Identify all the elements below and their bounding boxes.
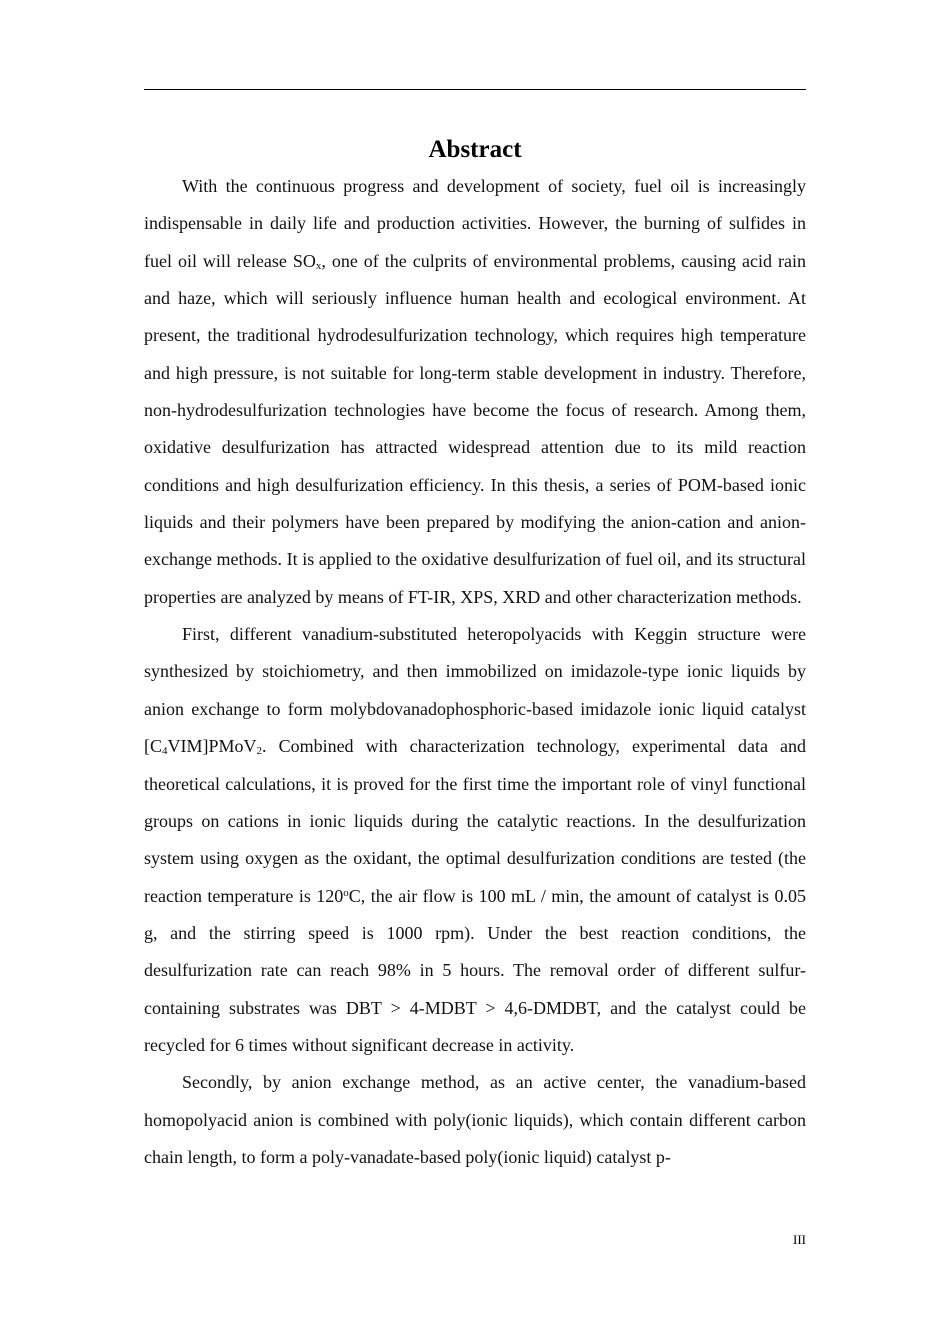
- p1-subscript: x: [315, 259, 322, 272]
- p2-text-a: First, different vanadium-substituted heteropolyacids with Keggin structure were synthesized by stoichiometry, and then immobilized on imidazole-type ionic liquids by anion exchange to form molybdovanadophosphoric-based imidazole ionic liquid catalyst [C: [144, 624, 806, 757]
- p1-text-b: , one of the culprits of environmental problems, causing acid rain and haze, which will seriously influence human health and ecological environment. At present, the traditional hydrodesulfurization technology, which requires high temperature and high pressure, is not suitable for long-term stable development in industry. Therefore, non-hydrodesulfurization technologies have become the focus of research. Among them, oxidative desulfurization has attracted widespread attention due to its mild reaction conditions and high desulfurization efficiency. In this thesis, a series of POM-based ionic liquids and their polymers have been prepared by modifying the anion-cation and anion-exchange methods. It is applied to the oxidative desulfurization of fuel oil, and its structural properties are analyzed by means of FT-IR, XPS, XRD and other characterization methods.: [144, 250, 806, 607]
- p1-text-a: With the continuous progress and development of society, fuel oil is increasingly indispensable in daily life and production activities. However, the burning of sulfides in fuel oil will release SO: [144, 176, 806, 271]
- section-title: Abstract: [428, 136, 522, 163]
- p2-text-b: VIM]PMoV: [167, 736, 257, 757]
- p2-superscript: o: [343, 886, 349, 899]
- paragraph-1: [144, 168, 806, 616]
- p3-text-a: Secondly, by anion exchange method, as an active center, the vanadium-based homopolyacid anion is combined with poly(ionic liquids), which contain different carbon chain length, to form a poly-vanadate-based poly(ionic liquid) catalyst p-: [144, 1072, 806, 1167]
- p2-subscript-2: 2: [256, 745, 263, 758]
- page-number: III: [793, 1232, 806, 1247]
- abstract-body: [144, 168, 806, 1176]
- header-rule: [144, 89, 806, 90]
- paragraph-3: [144, 1064, 806, 1176]
- paragraph-2: [144, 616, 806, 1064]
- p2-text-d: C, the air flow is 100 mL / min, the amount of catalyst is 0.05 g, and the stirring speed is 1000 rpm). Under the best reaction conditions, the desulfurization rate can reach 98% in 5 hours. The removal order of different sulfur-containing substrates was DBT > 4-MDBT > 4,6-DMDBT, and the catalyst could be recycled for 6 times without significant decrease in activity.: [144, 885, 806, 1055]
- p2-subscript-1: 4: [162, 745, 168, 758]
- p2-text-c: . Combined with characterization technology, experimental data and theoretical calculations, it is proved for the first time the important role of vinyl functional groups on cations in ionic liquids during the catalytic reactions. In the desulfurization system using oxygen as the oxidant, the optimal desulfurization conditions are tested (the reaction temperature is 120: [144, 736, 806, 906]
